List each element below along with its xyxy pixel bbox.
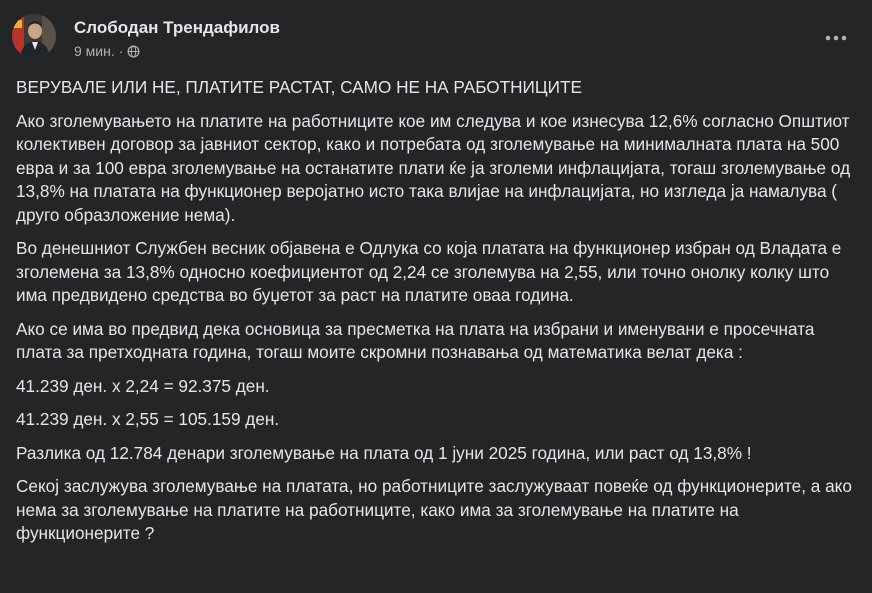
paragraph-1: Ако зголемувањето на платите на работниците кое им следува и кое изнесува 12,6% согласно Општиот колективен договор за јавниот сектор, како и потребата од зголемување на минималната плата на 500 евра и за 100 евра зголемување на останатите плати ќе ја зголеми инфлацијата, тогаш зголемување од 13,8% на платата на функционер веројатно исто така влијае на инфлацијата, но изгледа ја намалува ( друго образложение нема).: [16, 110, 851, 225]
post-timestamp[interactable]: 9 мин.: [74, 43, 115, 59]
paragraph-5: Секој заслужува зголемување на платата, но работниците заслужуваат повеќе од функционерите, а ако нема за зголемување на платите на работниците, како има за зголемување на платите на функционерите ?: [16, 476, 852, 543]
more-options-button[interactable]: [818, 26, 854, 50]
post-meta: [74, 43, 140, 59]
post-content: [16, 76, 856, 556]
calculation-2: 41.239 ден. х 2,55 = 105.159 ден.: [16, 409, 280, 429]
meta-separator: ·: [118, 43, 124, 59]
paragraph-3: Ако се има во предвид дека основица за пресметка на плата на избрани и именувани е просечната плата за претходната година, тогаш моите скромни познавања од математика велат дека :: [16, 318, 815, 362]
post-title: ВЕРУВАЛЕ ИЛИ НЕ, ПЛАТИТЕ РАСТАТ, САМО НЕ НА РАБОТНИЦИТЕ: [16, 77, 582, 97]
paragraph-2: Во денешниот Службен весник објавена е Одлука со која платата на функционер избран од Владата е зголемена за 13,8% односно коефициентот од 2,24 се зголемува на 2,55, или точно онолку колку што има предвидено средства во буџетот за раст на платите оваа година.: [16, 238, 842, 305]
author-name[interactable]: Слободан Трендафилов: [74, 18, 280, 37]
more-options-icon: [824, 35, 848, 41]
author-avatar[interactable]: [12, 14, 56, 58]
globe-icon[interactable]: [127, 45, 140, 58]
avatar-image: [12, 14, 56, 58]
calculation-1: 41.239 ден. х 2,24 = 92.375 ден.: [16, 375, 270, 396]
paragraph-4: Разлика од 12.784 денари зголемување на плата од 1 јуни 2025 година, или раст од 13,8% !: [16, 442, 752, 463]
post-header: [12, 12, 860, 62]
